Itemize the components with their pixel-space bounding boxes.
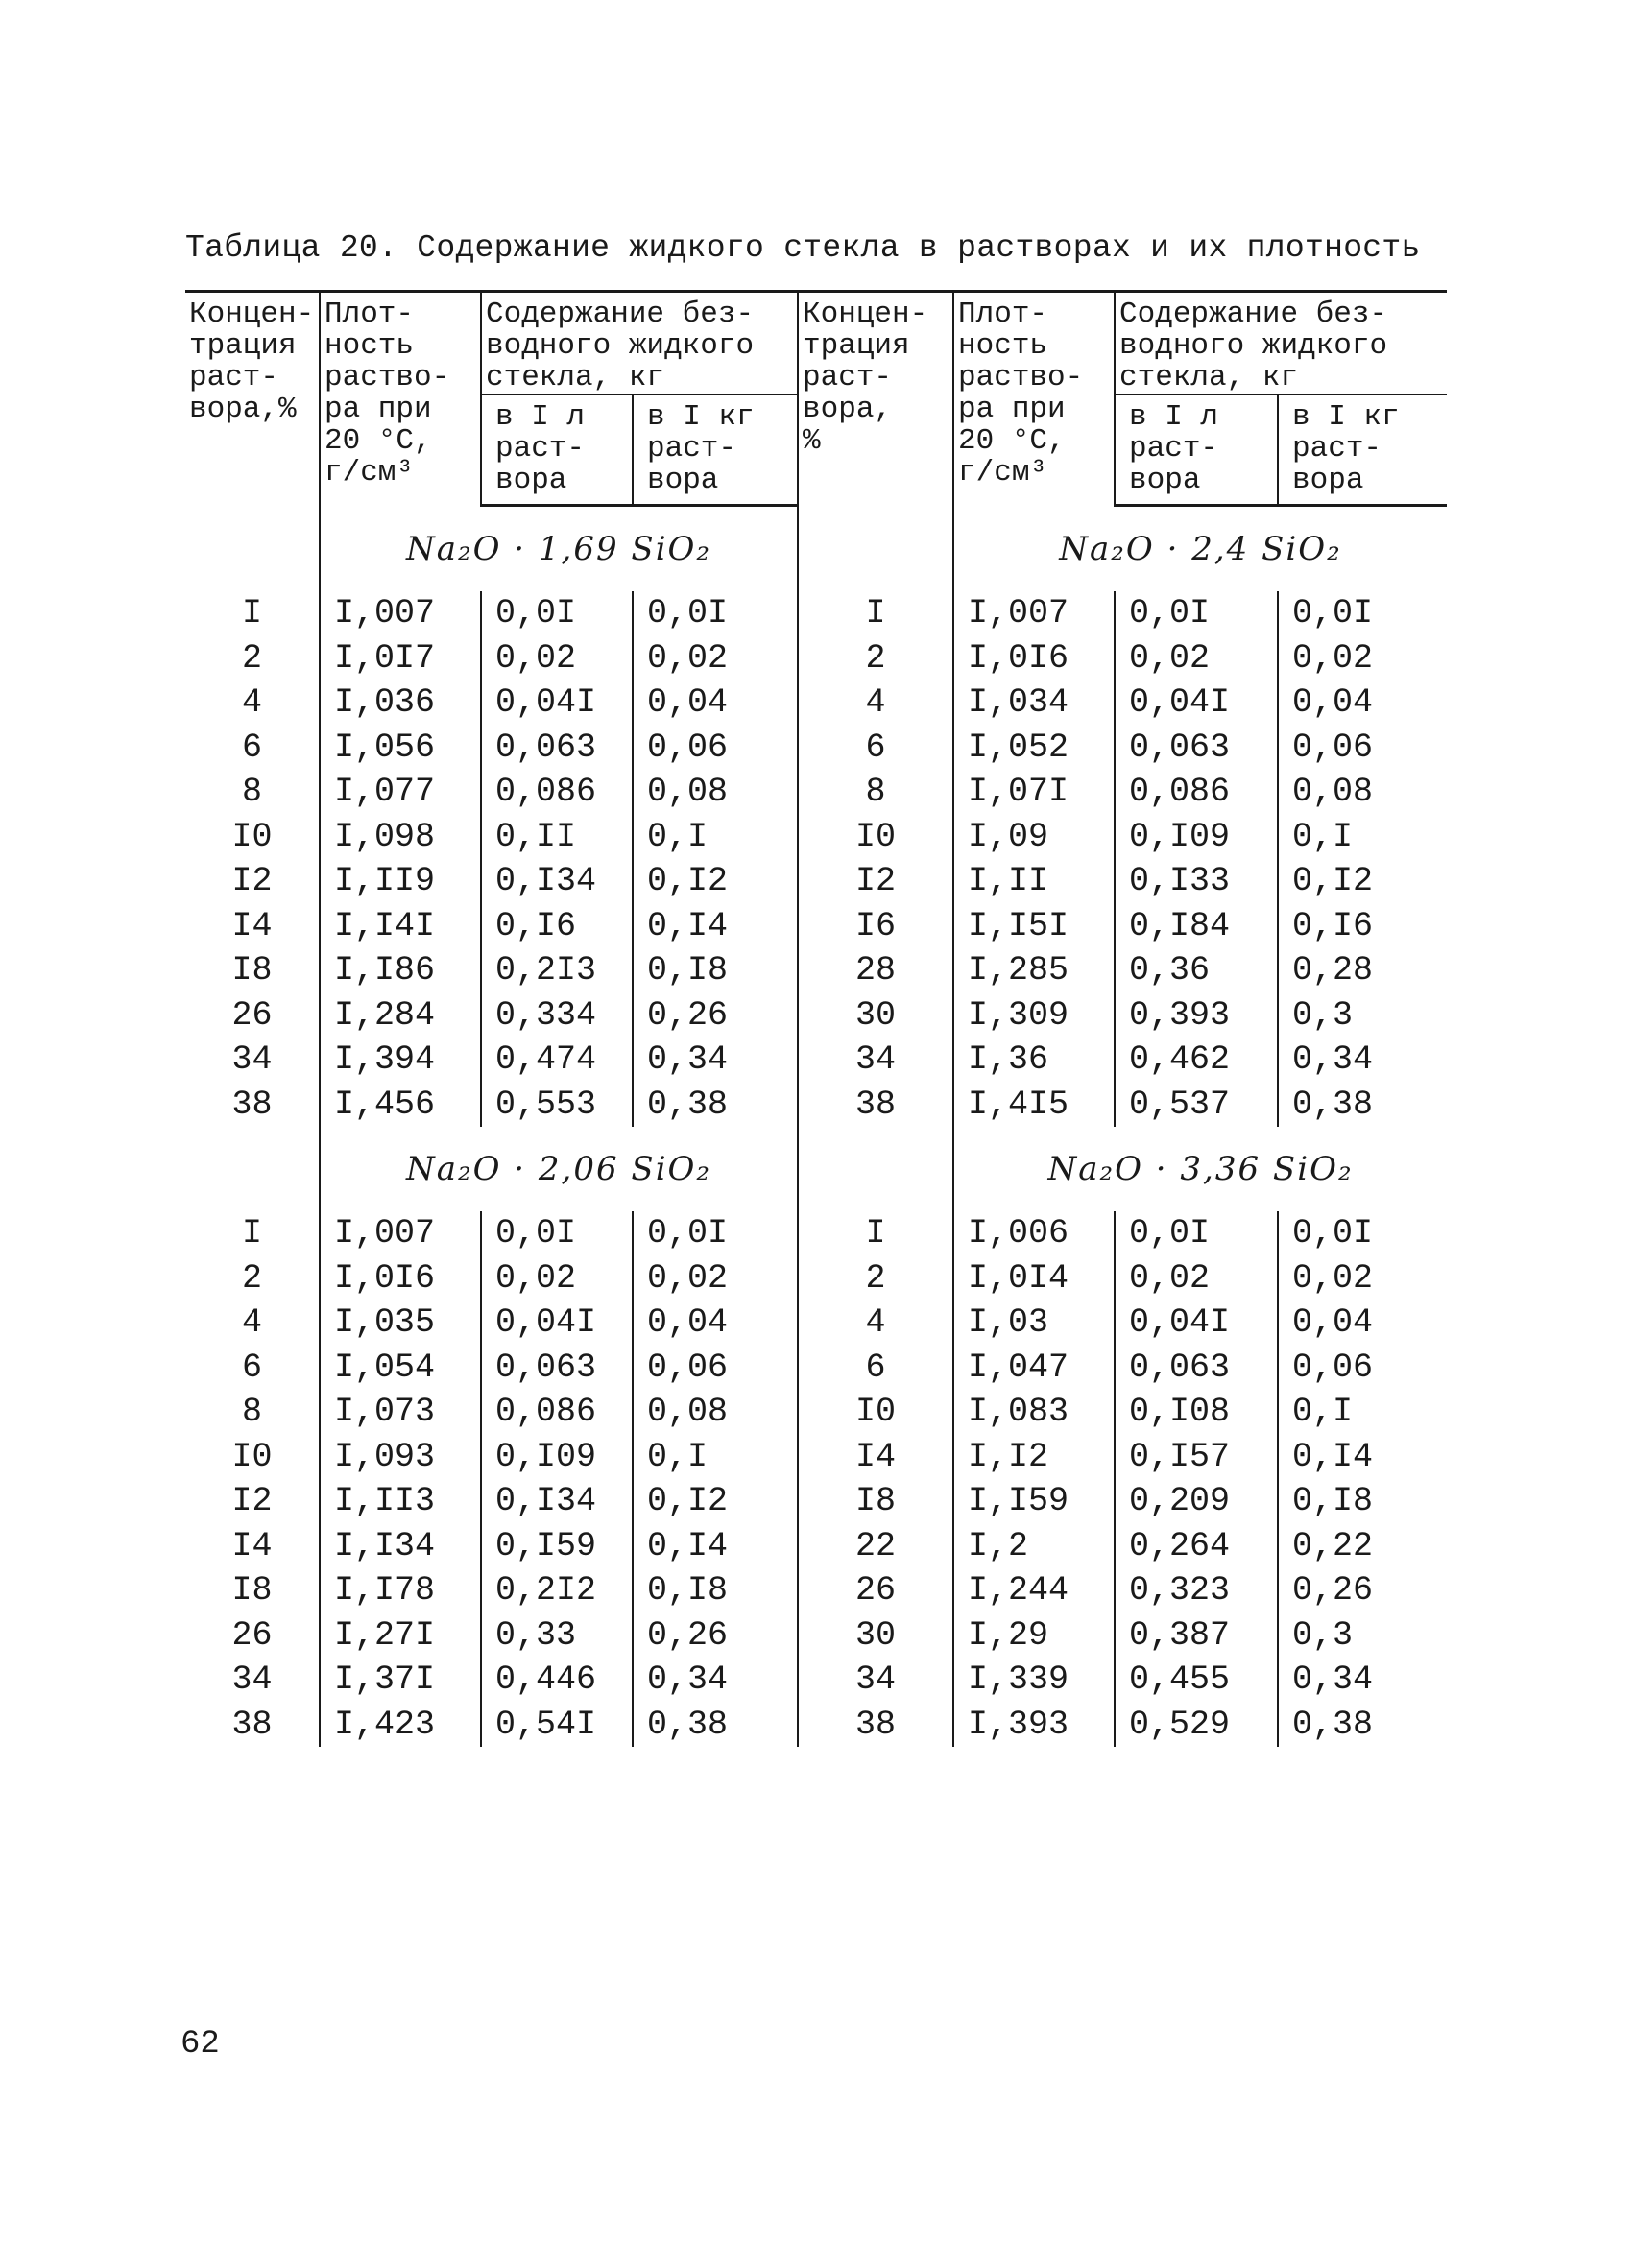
cell-per-liter: 0,I09 [1115, 815, 1278, 860]
header-per-kg-right: в I кг раст- вора [1278, 394, 1447, 506]
table-row [185, 1083, 1447, 1128]
cell-concentration: 34 [231, 1040, 273, 1079]
cell-per-kg: 0,I4 [633, 904, 798, 949]
cell-per-liter: 0,063 [1115, 1346, 1278, 1391]
cell-per-liter: 0,54I [481, 1703, 633, 1748]
cell-density: I,I78 [320, 1568, 481, 1613]
table-row [185, 1524, 1447, 1569]
cell-per-kg: 0,08 [633, 1390, 798, 1435]
cell-concentration: I8 [231, 951, 273, 990]
cell-per-kg: 0,08 [1278, 770, 1447, 815]
cell-concentration: 4 [241, 683, 262, 722]
cell-per-liter: 0,02 [1115, 1256, 1278, 1301]
cell-per-liter: 0,0I [1115, 591, 1278, 636]
cell-concentration: 30 [798, 993, 953, 1039]
header-concentration-right: Концен- трация раст- вора, % [798, 292, 953, 506]
cell-per-liter: 0,387 [1115, 1613, 1278, 1659]
cell-per-kg: 0,I8 [633, 948, 798, 993]
table-row [185, 815, 1447, 860]
cell-density: I,I34 [320, 1524, 481, 1569]
cell-concentration: 8 [241, 1393, 262, 1431]
cell-per-liter: 0,I34 [481, 1479, 633, 1524]
table-row [185, 859, 1447, 904]
cell-per-liter: 0,553 [481, 1083, 633, 1128]
cell-per-liter: 0,455 [1115, 1658, 1278, 1703]
table-body [185, 506, 1447, 1748]
cell-concentration: 6 [241, 728, 262, 767]
cell-density: I,03 [953, 1301, 1115, 1346]
cell-concentration: 26 [231, 1615, 273, 1655]
cell-concentration: I2 [231, 1482, 273, 1520]
cell-per-kg: 0,34 [1278, 1658, 1447, 1703]
cell-concentration: 38 [231, 1705, 273, 1744]
cell-density: I,393 [953, 1703, 1115, 1748]
cell-per-liter: 0,323 [1115, 1568, 1278, 1613]
cell-concentration: I0 [798, 815, 953, 860]
cell-concentration: I0 [231, 1437, 273, 1476]
cell-density: I,0I6 [953, 636, 1115, 681]
cell-density: I,2 [953, 1524, 1115, 1569]
cell-concentration: I6 [798, 904, 953, 949]
cell-per-kg: 0,3 [1278, 1613, 1447, 1659]
cell-concentration: 34 [231, 1660, 273, 1699]
cell-per-liter: 0,0I [481, 591, 633, 636]
table-row [185, 1211, 1447, 1256]
cell-concentration: 4 [241, 1303, 262, 1342]
cell-concentration: 8 [241, 773, 262, 811]
cell-density: I,27I [320, 1613, 481, 1659]
table-row [185, 1703, 1447, 1748]
cell-density: I,035 [320, 1301, 481, 1346]
table-row [185, 1613, 1447, 1659]
cell-density: I,0I6 [320, 1256, 481, 1301]
cell-per-kg: 0,0I [633, 591, 798, 636]
cell-per-liter: 0,393 [1115, 993, 1278, 1039]
cell-concentration: I [798, 1211, 953, 1256]
cell-density: I,007 [953, 591, 1115, 636]
cell-per-kg: 0,38 [633, 1703, 798, 1748]
cell-per-kg: 0,I4 [1278, 1435, 1447, 1480]
cell-density: I,284 [320, 993, 481, 1039]
cell-per-kg: 0,I8 [633, 1568, 798, 1613]
table-row [185, 591, 1447, 636]
cell-density: I,0I4 [953, 1256, 1115, 1301]
cell-density: I,093 [320, 1435, 481, 1480]
cell-density: I,394 [320, 1038, 481, 1083]
cell-per-kg: 0,06 [1278, 1346, 1447, 1391]
header-concentration: Концен- трация раст- вора,% [185, 292, 320, 506]
cell-per-kg: 0,0I [633, 1211, 798, 1256]
cell-per-kg: 0,06 [633, 726, 798, 771]
cell-concentration: 38 [231, 1085, 273, 1124]
header-density: Плот- ность раство- ра при 20 °С, г/см³ [320, 292, 481, 506]
cell-density: I,098 [320, 815, 481, 860]
cell-per-kg: 0,34 [633, 1038, 798, 1083]
cell-per-liter: 0,086 [481, 770, 633, 815]
cell-density: I,I4I [320, 904, 481, 949]
cell-density: I,II9 [320, 859, 481, 904]
cell-concentration: 4 [798, 1301, 953, 1346]
table-row [185, 1038, 1447, 1083]
cell-per-kg: 0,I8 [1278, 1479, 1447, 1524]
formula-label: Na₂O · 2,4 SiO₂ [953, 506, 1447, 592]
cell-density: I,I5I [953, 904, 1115, 949]
cell-concentration: 38 [798, 1083, 953, 1128]
cell-per-kg: 0,04 [633, 1301, 798, 1346]
section-spacer [798, 506, 953, 592]
cell-per-liter: 0,02 [481, 636, 633, 681]
cell-per-kg: 0,38 [633, 1083, 798, 1128]
cell-density: I,I59 [953, 1479, 1115, 1524]
cell-per-kg: 0,02 [1278, 1256, 1447, 1301]
cell-density: I,006 [953, 1211, 1115, 1256]
cell-concentration: 28 [798, 948, 953, 993]
cell-density: I,II3 [320, 1479, 481, 1524]
cell-per-liter: 0,0I [1115, 1211, 1278, 1256]
cell-concentration: 2 [798, 636, 953, 681]
cell-per-kg: 0,I [633, 815, 798, 860]
cell-per-liter: 0,063 [481, 1346, 633, 1391]
cell-density: I,083 [953, 1390, 1115, 1435]
cell-concentration: I8 [231, 1571, 273, 1610]
cell-per-kg: 0,3 [1278, 993, 1447, 1039]
cell-density: I,I2 [953, 1435, 1115, 1480]
cell-concentration: I [798, 591, 953, 636]
cell-density: I,0I7 [320, 636, 481, 681]
header-content-right: Содержание без- водного жидкого стекла, кг [1115, 292, 1447, 395]
cell-concentration: 2 [241, 638, 262, 678]
table-row [185, 1346, 1447, 1391]
cell-concentration: 6 [798, 726, 953, 771]
cell-per-liter: 0,33 [481, 1613, 633, 1659]
cell-per-kg: 0,0I [1278, 591, 1447, 636]
cell-density: I,034 [953, 680, 1115, 726]
table-row [185, 1390, 1447, 1435]
cell-per-kg: 0,22 [1278, 1524, 1447, 1569]
section-spacer [185, 506, 320, 592]
cell-per-kg: 0,I2 [633, 859, 798, 904]
table-row [185, 1568, 1447, 1613]
cell-per-liter: 0,36 [1115, 948, 1278, 993]
cell-per-liter: 0,334 [481, 993, 633, 1039]
cell-concentration: I0 [231, 817, 273, 856]
cell-concentration: I0 [798, 1390, 953, 1435]
cell-per-liter: 0,086 [481, 1390, 633, 1435]
cell-per-liter: 0,I34 [481, 859, 633, 904]
cell-concentration: I2 [231, 862, 273, 900]
cell-density: I,054 [320, 1346, 481, 1391]
cell-concentration: 6 [798, 1346, 953, 1391]
cell-per-liter: 0,0I [481, 1211, 633, 1256]
cell-per-liter: 0,II [481, 815, 633, 860]
cell-per-kg: 0,I [1278, 815, 1447, 860]
cell-per-kg: 0,I2 [633, 1479, 798, 1524]
cell-density: I,077 [320, 770, 481, 815]
cell-per-liter: 0,I09 [481, 1435, 633, 1480]
cell-per-kg: 0,04 [1278, 680, 1447, 726]
cell-per-liter: 0,2I2 [481, 1568, 633, 1613]
cell-concentration: 8 [798, 770, 953, 815]
cell-density: I,09 [953, 815, 1115, 860]
cell-concentration: 38 [798, 1703, 953, 1748]
cell-concentration: 2 [798, 1256, 953, 1301]
cell-per-kg: 0,06 [1278, 726, 1447, 771]
cell-density: I,423 [320, 1703, 481, 1748]
header-density-right: Плот- ность раство- ра при 20 °С, г/см³ [953, 292, 1115, 506]
cell-density: I,244 [953, 1568, 1115, 1613]
cell-density: I,II [953, 859, 1115, 904]
header-per-kg: в I кг раст- вора [633, 394, 798, 506]
cell-per-kg: 0,26 [633, 993, 798, 1039]
cell-per-liter: 0,I57 [1115, 1435, 1278, 1480]
cell-per-liter: 0,462 [1115, 1038, 1278, 1083]
cell-concentration: 26 [798, 1568, 953, 1613]
cell-per-kg: 0,06 [633, 1346, 798, 1391]
section-row [185, 1127, 1447, 1211]
cell-density: I,073 [320, 1390, 481, 1435]
cell-concentration: 6 [241, 1348, 262, 1387]
cell-concentration: 26 [231, 995, 273, 1035]
cell-concentration: 30 [798, 1613, 953, 1659]
cell-density: I,37I [320, 1658, 481, 1703]
section-row [185, 506, 1447, 592]
cell-concentration: I8 [798, 1479, 953, 1524]
cell-per-liter: 0,063 [1115, 726, 1278, 771]
cell-per-kg: 0,I6 [1278, 904, 1447, 949]
table-row [185, 636, 1447, 681]
cell-per-liter: 0,I6 [481, 904, 633, 949]
cell-concentration: I4 [798, 1435, 953, 1480]
glass-content-table [185, 290, 1447, 1747]
cell-concentration: 34 [798, 1038, 953, 1083]
cell-per-kg: 0,I [1278, 1390, 1447, 1435]
table-row [185, 1479, 1447, 1524]
cell-per-liter: 0,2I3 [481, 948, 633, 993]
cell-per-liter: 0,209 [1115, 1479, 1278, 1524]
cell-density: I,285 [953, 948, 1115, 993]
cell-concentration: 22 [798, 1524, 953, 1569]
cell-density: I,007 [320, 591, 481, 636]
cell-per-liter: 0,04I [1115, 1301, 1278, 1346]
cell-per-kg: 0,04 [1278, 1301, 1447, 1346]
cell-density: I,047 [953, 1346, 1115, 1391]
cell-per-kg: 0,38 [1278, 1083, 1447, 1128]
cell-per-kg: 0,02 [633, 636, 798, 681]
table-row [185, 770, 1447, 815]
cell-density: I,052 [953, 726, 1115, 771]
header-per-liter-right: в I л раст- вора [1115, 394, 1278, 506]
cell-per-kg: 0,26 [1278, 1568, 1447, 1613]
cell-concentration: I4 [231, 906, 273, 945]
page-number: 62 [180, 2026, 220, 2063]
cell-per-liter: 0,264 [1115, 1524, 1278, 1569]
table-row [185, 1435, 1447, 1480]
cell-concentration: I2 [798, 859, 953, 904]
cell-per-liter: 0,04I [481, 680, 633, 726]
cell-per-liter: 0,02 [481, 1256, 633, 1301]
cell-per-kg: 0,28 [1278, 948, 1447, 993]
cell-per-kg: 0,08 [633, 770, 798, 815]
cell-per-liter: 0,I33 [1115, 859, 1278, 904]
cell-per-kg: 0,34 [633, 1658, 798, 1703]
cell-per-kg: 0,02 [1278, 636, 1447, 681]
cell-per-kg: 0,04 [633, 680, 798, 726]
header-per-liter: в I л раст- вора [481, 394, 633, 506]
formula-label: Na₂O · 2,06 SiO₂ [320, 1127, 798, 1211]
section-spacer [185, 1127, 320, 1211]
formula-label: Na₂O · 3,36 SiO₂ [953, 1127, 1447, 1211]
cell-per-liter: 0,086 [1115, 770, 1278, 815]
cell-per-liter: 0,I84 [1115, 904, 1278, 949]
cell-per-kg: 0,02 [633, 1256, 798, 1301]
cell-per-kg: 0,38 [1278, 1703, 1447, 1748]
cell-density: I,036 [320, 680, 481, 726]
cell-per-liter: 0,I08 [1115, 1390, 1278, 1435]
cell-per-kg: 0,I [633, 1435, 798, 1480]
cell-per-liter: 0,446 [481, 1658, 633, 1703]
cell-per-liter: 0,474 [481, 1038, 633, 1083]
cell-concentration: I [241, 1214, 262, 1253]
section-spacer [798, 1127, 953, 1211]
cell-density: I,456 [320, 1083, 481, 1128]
cell-per-kg: 0,0I [1278, 1211, 1447, 1256]
cell-density: I,36 [953, 1038, 1115, 1083]
table-row [185, 993, 1447, 1039]
cell-density: I,007 [320, 1211, 481, 1256]
table-row [185, 1658, 1447, 1703]
cell-per-kg: 0,I4 [633, 1524, 798, 1569]
cell-density: I,29 [953, 1613, 1115, 1659]
cell-density: I,I86 [320, 948, 481, 993]
table-row [185, 1301, 1447, 1346]
cell-per-liter: 0,04I [481, 1301, 633, 1346]
header-content: Содержание без- водного жидкого стекла, кг [481, 292, 798, 395]
cell-per-liter: 0,537 [1115, 1083, 1278, 1128]
cell-concentration: 34 [798, 1658, 953, 1703]
cell-per-kg: 0,34 [1278, 1038, 1447, 1083]
cell-density: I,07I [953, 770, 1115, 815]
cell-concentration: 2 [241, 1258, 262, 1298]
cell-density: I,309 [953, 993, 1115, 1039]
cell-concentration: I4 [231, 1526, 273, 1565]
formula-label: Na₂O · 1,69 SiO₂ [320, 506, 798, 592]
cell-density: I,339 [953, 1658, 1115, 1703]
table-row [185, 948, 1447, 993]
cell-per-kg: 0,26 [633, 1613, 798, 1659]
table-row [185, 726, 1447, 771]
table-row [185, 680, 1447, 726]
cell-per-liter: 0,063 [481, 726, 633, 771]
cell-per-kg: 0,I2 [1278, 859, 1447, 904]
cell-concentration: 4 [798, 680, 953, 726]
cell-concentration: I [241, 594, 262, 633]
table-row [185, 904, 1447, 949]
cell-density: I,056 [320, 726, 481, 771]
cell-per-liter: 0,I59 [481, 1524, 633, 1569]
table-row [185, 1256, 1447, 1301]
cell-per-liter: 0,02 [1115, 636, 1278, 681]
table-caption: Таблица 20. Содержание жидкого стекла в растворах и их плотность [185, 230, 1421, 266]
cell-per-liter: 0,529 [1115, 1703, 1278, 1748]
cell-density: I,4I5 [953, 1083, 1115, 1128]
cell-per-liter: 0,04I [1115, 680, 1278, 726]
